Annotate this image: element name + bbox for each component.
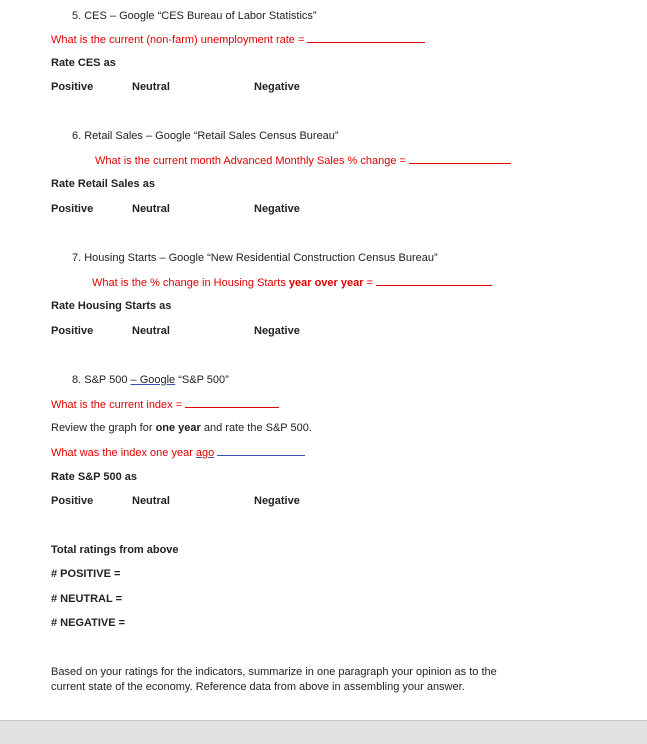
s5-neutral-option[interactable]: Neutral [132,81,170,93]
summary-line-1: Based on your ratings for the indicators, summarize in one paragraph your opinion as to the [51,666,497,678]
s7-rate-label: Rate Housing Starts as [51,300,172,312]
s8-title-text: 8. S&P 500 [72,374,131,386]
totals-heading: Total ratings from above [51,544,179,556]
s6-neutral-option[interactable]: Neutral [132,203,170,215]
totals-neutral[interactable]: # NEUTRAL = [51,593,123,605]
s7-question-bold: year over year [288,277,364,289]
s6-question-text: What is the current month Advanced Monthly Sales % change = [95,155,406,167]
s8-review-bold: one year [155,422,201,434]
s6-rate-label: Rate Retail Sales as [51,178,155,190]
s8-review-text: Review the graph for [51,422,156,434]
s7-negative-option[interactable]: Negative [254,325,300,337]
s8-year-ago-blank[interactable] [217,445,305,456]
s8-title-query: “S&P 500” [175,374,229,386]
s8-negative-option[interactable]: Negative [254,495,300,507]
s8-google-link[interactable]: – Google [130,374,176,386]
summary-line-2: current state of the economy. Reference data from above in assembling your answer. [51,681,465,693]
s8-question2-link[interactable]: ago [195,447,215,459]
s8-question1 [51,397,279,412]
s8-review-rest: and rate the S&P 500. [200,422,312,434]
s8-rate-label: Rate S&P 500 as [51,471,138,483]
s6-negative-option[interactable]: Negative [254,203,300,215]
s6-positive-option[interactable]: Positive [51,203,94,215]
s6-answer-blank[interactable] [409,153,511,164]
s7-question-text: What is the % change in Housing Starts [92,277,289,289]
totals-positive[interactable]: # POSITIVE = [51,568,121,580]
bottom-scroll-bar[interactable] [0,720,647,744]
s8-neutral-option[interactable]: Neutral [132,495,170,507]
s6-question [95,153,511,168]
s8-question1-text: What is the current index = [51,399,183,411]
s8-review [51,421,312,435]
s8-question2-text: What was the index one year [51,447,196,459]
s7-question [92,275,492,290]
s8-index-blank[interactable] [185,397,279,408]
s5-question [51,32,425,47]
s8-question2 [51,445,305,460]
s8-positive-option[interactable]: Positive [51,495,94,507]
s6-title: 6. Retail Sales – Google “Retail Sales Census Bureau” [72,130,339,142]
s7-title: 7. Housing Starts – Google “New Residential Construction Census Bureau” [72,252,438,264]
s5-question-text: What is the current (non-farm) unemployment rate = [51,34,305,46]
s7-neutral-option[interactable]: Neutral [132,325,170,337]
s5-answer-blank[interactable] [307,32,425,43]
s5-title: 5. CES – Google “CES Bureau of Labor Statistics” [72,10,317,22]
totals-negative[interactable]: # NEGATIVE = [51,617,126,629]
s8-title [72,373,229,387]
s7-answer-blank[interactable] [376,275,492,286]
s5-rate-label: Rate CES as [51,57,116,69]
s5-negative-option[interactable]: Negative [254,81,300,93]
s7-positive-option[interactable]: Positive [51,325,94,337]
s5-positive-option[interactable]: Positive [51,81,94,93]
s7-question-eq: = [363,277,373,289]
